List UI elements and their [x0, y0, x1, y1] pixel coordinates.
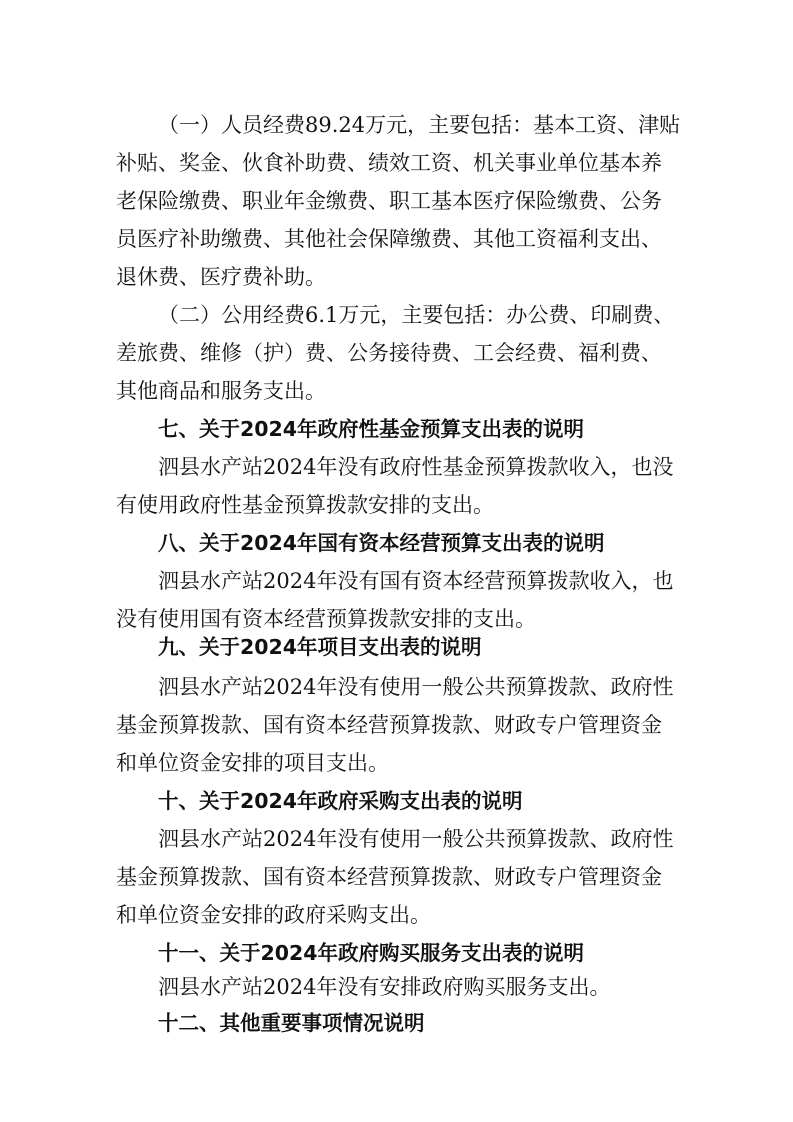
paragraph-personnel-expenses-line-3: 老保险缴费、职业年金缴费、职工基本医疗保险缴费、公务 [116, 189, 662, 213]
section-10-text-line-3: 和单位资金安排的政府采购支出。 [116, 903, 431, 927]
section-heading-10: 十、关于2024年政府采购支出表的说明 [158, 789, 523, 813]
paragraph-public-expenses-line-3: 其他商品和服务支出。 [116, 379, 326, 403]
section-10-text-line-2: 基金预算拨款、国有资本经营预算拨款、财政专户管理资金 [116, 865, 662, 889]
section-heading-11: 十一、关于2024年政府购买服务支出表的说明 [158, 941, 585, 965]
paragraph-public-expenses-line-2: 差旅费、维修（护）费、公务接待费、工会经费、福利费、 [116, 341, 662, 365]
section-7-text-line-2: 有使用政府性基金预算拨款安排的支出。 [116, 493, 494, 517]
section-heading-9: 九、关于2024年项目支出表的说明 [158, 635, 482, 659]
section-9-text-line-3: 和单位资金安排的项目支出。 [116, 751, 389, 775]
paragraph-personnel-expenses-line-4: 员医疗补助缴费、其他社会保障缴费、其他工资福利支出、 [116, 227, 662, 251]
paragraph-personnel-expenses-line-1: （一）人员经费89.24万元，主要包括：基本工资、津贴 [158, 113, 681, 137]
section-11-text-line-1: 泗县水产站2024年没有安排政府购买服务支出。 [158, 975, 611, 999]
paragraph-personnel-expenses-line-2: 补贴、奖金、伙食补助费、绩效工资、机关事业单位基本养 [116, 151, 662, 175]
paragraph-public-expenses-line-1: （二）公用经费6.1万元，主要包括：办公费、印刷费、 [158, 303, 675, 327]
section-7-text-line-1: 泗县水产站2024年没有政府性基金预算拨款收入，也没 [158, 455, 674, 479]
section-10-text-line-1: 泗县水产站2024年没有使用一般公共预算拨款、政府性 [158, 827, 674, 851]
section-heading-8: 八、关于2024年国有资本经营预算支出表的说明 [158, 531, 605, 555]
section-9-text-line-1: 泗县水产站2024年没有使用一般公共预算拨款、政府性 [158, 675, 674, 699]
section-heading-12: 十二、其他重要事项情况说明 [158, 1011, 425, 1035]
section-heading-7: 七、关于2024年政府性基金预算支出表的说明 [158, 417, 585, 441]
section-8-text-line-1: 泗县水产站2024年没有国有资本经营预算拨款收入，也 [158, 569, 674, 593]
section-8-text-line-2: 没有使用国有资本经营预算拨款安排的支出。 [116, 607, 536, 631]
paragraph-personnel-expenses-line-5: 退休费、医疗费补助。 [116, 265, 326, 289]
section-9-text-line-2: 基金预算拨款、国有资本经营预算拨款、财政专户管理资金 [116, 713, 662, 737]
